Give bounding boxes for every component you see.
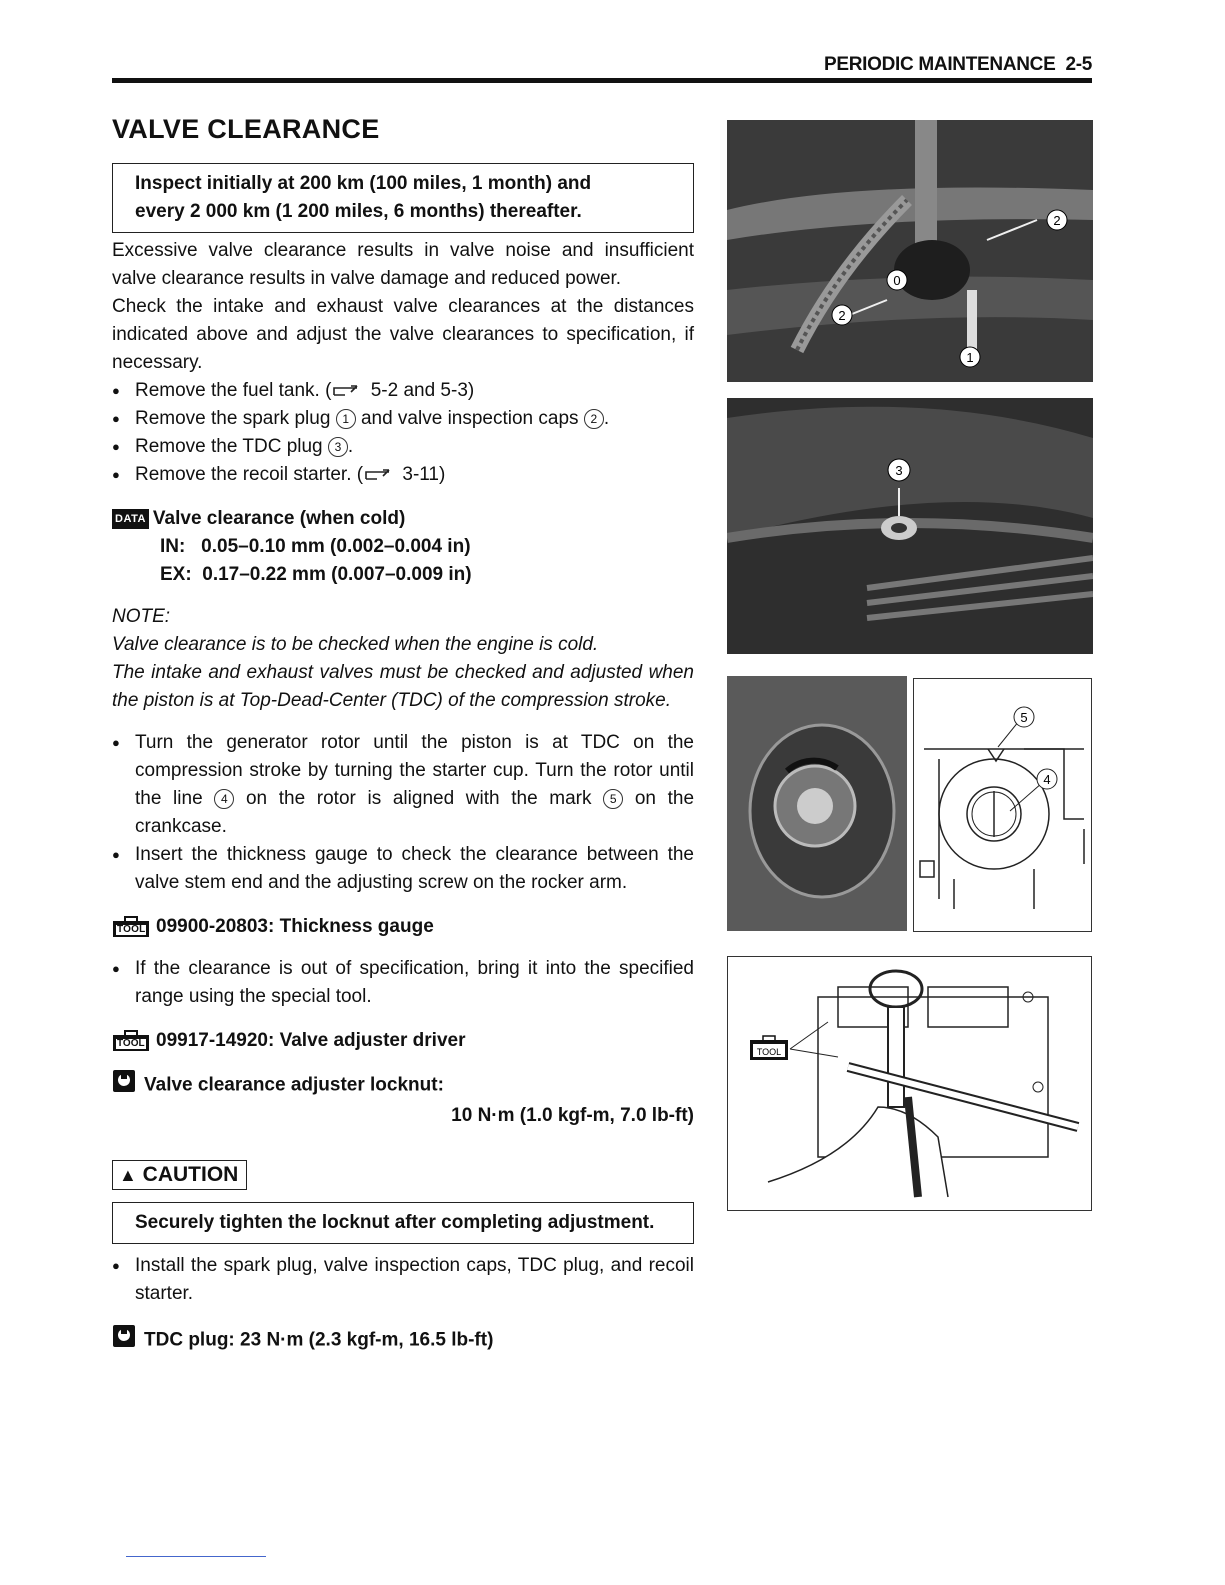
tool-2 bbox=[112, 1027, 694, 1055]
in-value: 0.05–0.10 mm (0.002–0.004 in) bbox=[201, 536, 471, 557]
remove-steps-list bbox=[112, 377, 694, 489]
diagram-callout: 4 bbox=[1043, 772, 1051, 787]
engine-photo-2 bbox=[727, 398, 1093, 654]
left-column bbox=[112, 114, 694, 1357]
note-block bbox=[112, 603, 694, 715]
warning-triangle-icon: ▲ bbox=[119, 1165, 137, 1185]
caution-block bbox=[112, 1160, 694, 1244]
photo-1-callout: 0 bbox=[893, 273, 901, 288]
generator-cover-photo bbox=[727, 676, 907, 931]
header-rule bbox=[112, 78, 1092, 83]
list-item: ● Remove the TDC plug 3 . bbox=[112, 433, 694, 461]
header-page-number: 2-5 bbox=[1065, 54, 1092, 75]
note-line-1: Valve clearance is to be checked when the engine is cold. bbox=[112, 634, 599, 655]
note-label: NOTE: bbox=[112, 606, 171, 627]
torque-1-value: 10 N·m (1.0 kgf-m, 7.0 lb-ft) bbox=[451, 1105, 694, 1126]
tool-2-text: 09917-14920: Valve adjuster driver bbox=[156, 1030, 466, 1051]
ex-value: 0.17–0.22 mm (0.007–0.009 in) bbox=[202, 564, 472, 585]
in-label: IN: bbox=[160, 536, 186, 557]
inspect-interval-box bbox=[112, 163, 694, 233]
callout-number: 4 bbox=[214, 789, 234, 809]
photo-1-callout: 2 bbox=[1053, 213, 1061, 228]
ex-label: EX: bbox=[160, 564, 192, 585]
torque-1-title: Valve clearance adjuster locknut: bbox=[144, 1074, 444, 1096]
note-line-2: The intake and exhaust valves must be checked and adjusted when the piston is at Top-Dead-Center (TDC) of the compression stroke. bbox=[112, 662, 694, 711]
reference-book-icon bbox=[363, 468, 397, 482]
tool-1 bbox=[112, 913, 694, 941]
tool-1-text: 09900-20803: Thickness gauge bbox=[156, 916, 434, 937]
inspect-line-2: every 2 000 km (1 200 miles, 6 months) thereafter. bbox=[135, 201, 582, 222]
caution-box: Securely tighten the locknut after completing adjustment. bbox=[112, 1202, 694, 1244]
photo-1-callout: 1 bbox=[966, 350, 974, 365]
header-section: PERIODIC MAINTENANCE bbox=[823, 54, 1056, 75]
inspect-line-1: Inspect initially at 200 km (100 miles, 1 month) and bbox=[135, 173, 592, 194]
intro-paragraph-1: Excessive valve clearance results in valve noise and insufficient valve clearance results in valve damage and reduced power. bbox=[112, 240, 694, 289]
caution-label: ▲ CAUTION bbox=[112, 1160, 247, 1190]
torque-spec-1 bbox=[112, 1069, 694, 1130]
list-item: ● Turn the generator rotor until the piston is at TDC on the compression stroke by turning the starter cup. Turn the rotor until the line 4 on the rotor is aligned with the mark 5 on the crankcase. bbox=[112, 729, 694, 841]
toolbox-icon: TOOL bbox=[112, 916, 150, 938]
callout-number: 3 bbox=[328, 437, 348, 457]
list-item: ● Remove the recoil starter. ( 3-11) bbox=[112, 461, 694, 489]
list-item: ● Insert the thickness gauge to check the clearance between the valve stem end and the adjusting screw on the rocker arm. bbox=[112, 841, 694, 897]
diagram-callout: 5 bbox=[1020, 710, 1028, 725]
callout-number: 2 bbox=[584, 409, 604, 429]
callout-number: 1 bbox=[336, 409, 356, 429]
tdc-mark-diagram bbox=[913, 678, 1092, 932]
footer-link-rule bbox=[126, 1556, 266, 1557]
list-item: ● If the clearance is out of specification, bring it into the specified range using the special tool. bbox=[112, 955, 694, 1011]
intro-paragraph-2: Check the intake and exhaust valve clearances at the distances indicated above and adjust the valve clearances to specification, if necessary. bbox=[112, 296, 694, 373]
torque-wrench-icon bbox=[112, 1324, 136, 1357]
reference-book-icon bbox=[331, 384, 365, 398]
tool-icon-label: TOOL bbox=[756, 1047, 782, 1057]
adjust-steps-list bbox=[112, 729, 694, 897]
torque-wrench-icon bbox=[112, 1069, 136, 1102]
photo-2-callout: 3 bbox=[895, 463, 903, 478]
torque-spec-2 bbox=[112, 1324, 694, 1357]
torque-2-text: TDC plug: 23 N·m (2.3 kgf-m, 16.5 lb-ft) bbox=[144, 1329, 494, 1351]
data-icon: DATA bbox=[112, 509, 149, 529]
valve-adjuster-diagram bbox=[727, 956, 1092, 1211]
photo-1-callout: 2 bbox=[838, 308, 846, 323]
data-spec-title: Valve clearance (when cold) bbox=[152, 508, 406, 529]
list-item: ● Remove the fuel tank. ( 5-2 and 5-3) bbox=[112, 377, 694, 405]
data-spec-block bbox=[112, 505, 694, 589]
page-header bbox=[824, 54, 1092, 76]
callout-number: 5 bbox=[603, 789, 623, 809]
engine-photo-1 bbox=[727, 120, 1093, 382]
page-title: VALVE CLEARANCE bbox=[112, 114, 380, 144]
list-item: ● Install the spark plug, valve inspection caps, TDC plug, and recoil starter. bbox=[112, 1252, 694, 1308]
list-item: ● Remove the spark plug 1 and valve inspection caps 2 . bbox=[112, 405, 694, 433]
toolbox-icon: TOOL bbox=[112, 1030, 150, 1052]
